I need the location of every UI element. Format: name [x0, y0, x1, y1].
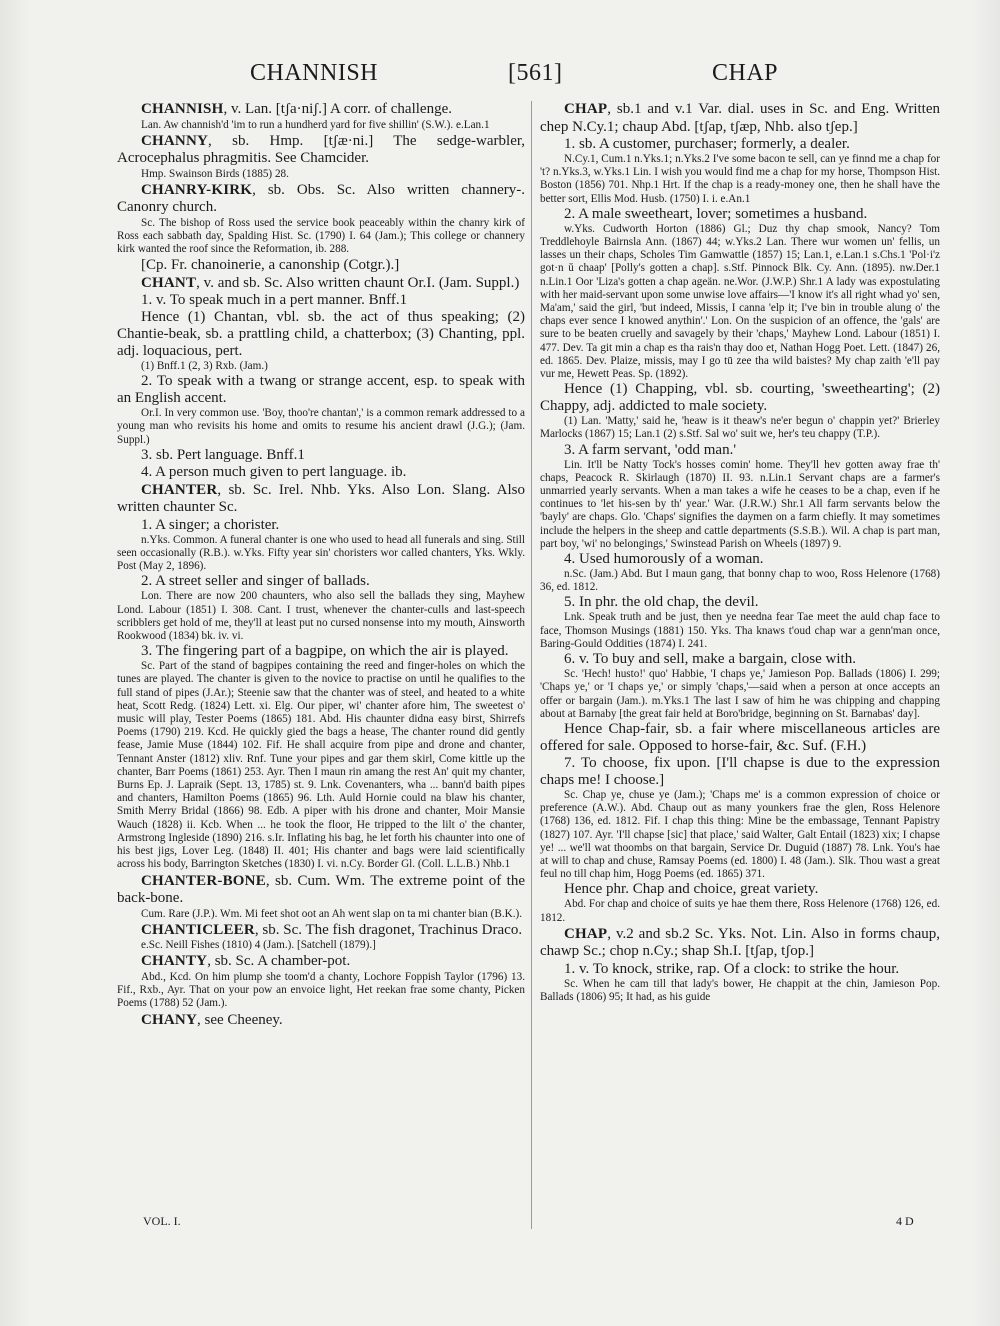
headword-entry: CHANRY-KIRK, sb. Obs. Sc. Also written channery-. Canonry church. [117, 181, 525, 216]
headword: CHANTER [141, 481, 218, 498]
running-header [100, 60, 935, 94]
quotation-entry: Sc. 'Hech! husto!' quo' Habbie, 'I chaps ye,' Jamieson Pop. Ballads (1806) I. 299; 'Chaps ye,' or 'I chaps ye,' or simply 'chaps,'—said when a person at once accepts an offer or bargain (Jam.). m.Yks.1 The last I saw of him he was chipping and chapping about at Barnaby [the great fair held at Boro'bridge, beginning on St. Barnabas' day]. [540, 668, 940, 720]
headword: CHANY [141, 1011, 197, 1028]
quotation-entry: Lon. There are now 200 chaunters, who also sell the ballads they sing, Mayhew Lond. Labour (1851) I. 308. Cant. I trust, whenever the chanter-culls and last-speech scribblers get hold of me, they'll at least put no cursed nonsense into my mouth, Ainsworth Rookwood (1834) bk. iv. vi. [117, 590, 525, 643]
quotation-entry: n.Yks. Common. A funeral chanter is one who used to head all funerals and sing. Still seen occasionally (R.B.). w.Yks. Fifty year sin' choristers wor called chanters, Yks. Wkly. Post (May 2, 1896). [117, 533, 525, 573]
quotation-entry: e.Sc. Neill Fishes (1810) 4 (Jam.). [Satchell (1879).] [141, 939, 376, 952]
headword: CHANRY-KIRK [141, 181, 253, 198]
sense-entry: 2. A male sweetheart, lover; sometimes a husband. [564, 205, 868, 222]
headword-entry: CHAP, sb.1 and v.1 Var. dial. uses in Sc. and Eng. Written chep N.Cy.1; chaup Abd. [tʃap, tʃæp, Nhb. also tʃep.] [540, 101, 940, 135]
quotation-entry: Lin. It'll be Natty Tock's hosses comin' home. They'll hev gotten away frae th' chaps, Peacock R. Skirlaugh (1870) II. 93. n.Lin.1 Servant chaps are a farmer's unmarried yearly servants. When a man takes a wife he ceases to be a chap, even if he continues to 'let his-sen by th' year.' War. (J.R.W.) Shr.1 All farm servants below the 'bayly' are chaps. Glo. 'Chaps' signifies the daymen on a farm chiefly. It may sometimes include the helpers in the sheep and cattle departments (S.S.B.). Wil. A chap is part man, part boy, 'wi' no belongings,' Swinstead Parish on Wheels (1897) 9. [540, 458, 940, 550]
headword: CHANNY [141, 132, 209, 149]
headword: CHAP [564, 101, 608, 117]
left-column [117, 100, 525, 1029]
quotation-entry: Lan. Aw channish'd 'im to run a hundherd yard for five shillin' (S.W.). e.Lan.1 [141, 118, 490, 131]
quotation-entry: Sc. Part of the stand of bagpipes containing the reed and finger-holes on which the tunes are played. The chanter is given to the novice to practise on until he qualifies to the full stand of pipes (J.Ar.); Steenie saw that the chanter was of steel, and heated to a white heat, Scott Redg. (1824) Lett. xi. Elg. Our piper, wi' chanter afore him, The sweetest o' music will play, Tester Poems (1865) 181. Abd. His chaunter didna easy birst, Shirrefs Poems (1790) 219. Kcd. He quickly gied the bags a hease, The chanter round did gently fease, Jamie Muse (1844) 102. Fif. He shall acquire from pipe and drone and chanter, Tennant Anster (1812) xliv. Rnf. Tune your pipes and gar them skirl, Come kittle up the chanter, Barr Poems (1861) 253. Ayr. Then I maun rin amang the rest An' quit my chanter, Burns Ep. J. Lapraik (Sept. 13, 1785) st. 9. Lnk. Covenanters, wha ... bann'd baith pipes and chanters, Hamilton Poems (1865) 96. Lth. Auld Hornie could na blaw his chanter, Smith Merry Bridal (1866) 98. Edb. A piper with his drone and chanter, Moir Mansie Wauch (1828) ii. Kcb. When ... he took the floor, He tripped to the lilt o' the chanter, Armstrong Ingleside (1890) 216. s.Ir. Inflating his bag, he let forth his chaunter into one of his best jigs, Lover Leg. (1848) II. 401; His chanter and bags were laid scientifically across his body, Barrington Sketches (1830) I. vi. n.Cy. Border Gl. (Coll. L.L.B.) Nhb.1 [117, 660, 525, 871]
sense-entry: 1. A singer; a chorister. [141, 516, 280, 533]
sense-entry: 5. In phr. the old chap, the devil. [564, 594, 759, 611]
headword-entry: CHANTY, sb. Sc. A chamber-pot. [141, 953, 351, 970]
volume-label: VOL. I. [143, 1214, 181, 1228]
signature-mark: 4 D [896, 1214, 914, 1228]
quotation-entry: n.Sc. (Jam.) Abd. But I maun gang, that bonny chap to woo, Ross Helenore (1768) 36, ed. 1812. [540, 568, 940, 594]
page-number: [561] [508, 60, 563, 86]
headword-entry: CHANT, v. and sb. Sc. Also written chaunt Or.I. (Jam. Suppl.) [141, 274, 520, 291]
headword: CHANNISH [141, 101, 224, 117]
quotation-entry: Sc. Chap ye, chuse ye (Jam.); 'Chaps me' is a common expression of choice or preference (A.W.). Abd. Chaup out as many younkers frae the glen, Ross Helenore (1768) 136, ed. 1812. Fif. I chap this thing: Mine be the embassage, Tennant Papistry (1827) 107. Ayr. 'I'll chapse [sic] that place,' said Walter, Galt Entail (1823) xix; I chapse ye! ... we'll wat thoombs on that bargain, Service Dr. Duguid (1887) 78. Lnk. You's hae at will to chap and chuse, Ramsay Poems (ed. 1800) I. 48 (Jam.). Slk. Thou wast a great feul no till chap him, Hogg Poems (ed. 1865) 371. [540, 788, 940, 881]
headword-entry: CHANNISH, v. Lan. [tʃa·niʃ.] A corr. of challenge. [141, 101, 452, 117]
headword: CHANTICLEER [141, 921, 255, 938]
quotation-entry: (1) Lan. 'Matty,' said he, 'heaw is it theaw's ne'er begun o' chappin yet?' Brierley Marlocks (1867) 15; Lan.1 (2) s.Stf. Sal wo' suit we, her's teu chappy (T.P.). [540, 415, 940, 441]
sense-entry: 2. A street seller and singer of ballads. [141, 573, 370, 590]
sense-entry: 1. v. To speak much in a pert manner. Bnff.1 [141, 292, 408, 309]
sense-entry: 1. v. To knock, strike, rap. Of a clock: to strike the hour. [564, 960, 900, 977]
headword: CHANTER-BONE [141, 872, 266, 889]
quotation-entry: Hmp. Swainson Birds (1885) 28. [141, 167, 289, 180]
sense-entry: 3. A farm servant, 'odd man.' [564, 441, 737, 458]
sense-entry: 2. To speak with a twang or strange accent, esp. to speak with an English accent. [117, 373, 525, 407]
sense-entry: Hence phr. Chap and choice, great variety. [564, 881, 819, 898]
headword: CHANTY [141, 953, 208, 970]
quotation-entry: w.Yks. Cudworth Horton (1886) Gl.; Duz thy chap smook, Nancy? Tom Treddlehoyle Bairnsla Ann. (1867) 44; w.Yks.2 Lan. There wur women un' fellis, un lasses un their chaps, Scholes Tim Gamwattle (1857) 15; Lan.1, e.Lan.1 s.Chs.1 'Pol·i'z got·n ŭ chaap' [Polly's gotten a chap]. s.Stf. Pinnock Blk. Cy. Ann. (1895). nw.Der.1 n.Lin.1 Oor 'Liza's gotten a chap ageän. ne.Wor. (J.W.P.) Shr.1 A lady was expostulating with her maid-servant upon some unwise love affairs—'I know it's all right whad yo' sen, Ma'am,' said the girl, 'but indeed, Missis, I canna 'elp it; I've bin in trouble alung o' the chaps ever sence I knowed anythin'.' Lon. On the suspicion of an offence, the 'gals' are sure to be beaten cruelly and savagely by their 'chaps,' Mayhew Lond. Labour (1851) I. 477. Dev. Ta git min a chap es tha rais'n thay doo et, Nathan Hogg Poet. Lett. (1847) 26, ed. 1865. Dev. Plaize, missis, may I go tū zee tha wild baistes? My chap zaith 'e'll pay vur me, Hewett Peas. Sp. (1892). [540, 222, 940, 381]
headword-entry: CHANTER-BONE, sb. Cum. Wm. The extreme point of the back-bone. [117, 872, 525, 906]
quotation-entry: Sc. When he cam till that lady's bower, He chappit at the chin, Jamieson Pop. Ballads (1806) 95; It had, as his guide [540, 977, 940, 1003]
sense-entry: 1. sb. A customer, purchaser; formerly, a dealer. [564, 136, 850, 152]
quotation-entry: Or.I. In very common use. 'Boy, thoo're chantan',' is a common remark addressed to a young man who revisits his home and omits to resume his ancient drawl (J.G.); (Jam. Suppl.) [117, 407, 525, 446]
quotation-entry: Sc. The bishop of Ross used the service book peaceably within the chanry kirk of Ross each sabbath day, Spalding Hist. Sc. (1790) I. 64 (Jam.); This college or channery kirk wanted the roof since the Reformation, ib. 288. [117, 216, 525, 256]
quotation-entry: Abd. For chap and choice of suits ye hae them there, Ross Helenore (1768) 126, ed. 1812. [540, 898, 940, 924]
sense-entry: 3. sb. Pert language. Bnff.1 [141, 446, 305, 463]
sense-entry: 4. A person much given to pert language. ib. [141, 463, 407, 480]
quotation-entry: N.Cy.1, Cum.1 n.Yks.1; n.Yks.2 I've some bacon te sell, can ye finnd me a chap for 't? n.Yks.3, w.Yks.1 Lin. I wish you would find me a chap for my horse, Thompson Hist. Boston (1856) 701. Nhp.1 Hrt. If the chap is a ready-money one, then he shall have the better sort, Ellis Mod. Husb. (1750) I. i. e.An.1 [540, 153, 940, 205]
sense-entry: 7. To choose, fix upon. [I'll chapse is due to the expression chaps me! I choose.] [540, 754, 940, 788]
sense-entry: [Cp. Fr. chanoinerie, a canonship (Cotgr.).] [141, 256, 400, 273]
headword: CHANT [141, 274, 197, 291]
header-right-word: CHAP [712, 60, 779, 86]
sense-entry: Hence (1) Chantan, vbl. sb. the act of thus speaking; (2) Chantie-beak, sb. a prattling child, a chatterbox; (3) Chanting, ppl. adj. loquacious, pert. [117, 309, 525, 360]
sense-entry: Hence Chap-fair, sb. a fair where miscellaneous articles are offered for sale. Opposed to horse-fair, &c. Suf. (F.H.) [540, 720, 940, 754]
headword-entry: CHANY, see Cheeney. [141, 1011, 283, 1028]
headword: CHAP [564, 925, 608, 942]
column-divider [531, 101, 532, 1229]
sense-entry: 6. v. To buy and sell, make a bargain, close with. [564, 651, 856, 668]
sense-entry: 4. Used humorously of a woman. [564, 551, 764, 568]
quotation-entry: Abd., Kcd. On him plump she toom'd a chanty, Lochore Foppish Taylor (1796) 13. Fif., Rxb., Ayr. That on your pow an envoice light, Het reekan frae some chanty, Picken Poems (1788) 52 (Jam.). [117, 970, 525, 1010]
right-column [540, 100, 940, 1004]
headword-entry: CHANTER, sb. Sc. Irel. Nhb. Yks. Also Lon. Slang. Also written chaunter Sc. [117, 481, 525, 516]
headword-entry: CHANNY, sb. Hmp. [tʃæ·ni.] The sedge-warbler, Acrocephalus phragmitis. See Chamcider. [117, 132, 525, 167]
header-left-word: CHANNISH [250, 60, 379, 86]
sense-entry: Hence (1) Chapping, vbl. sb. courting, 'sweethearting'; (2) Chappy, adj. addicted to male society. [540, 381, 940, 415]
headword-entry: CHAP, v.2 and sb.2 Sc. Yks. Not. Lin. Also in forms chaup, chawp Sc.; chop n.Cy.; shap Sh.I. [tʃap, tʃop.] [540, 925, 940, 960]
headword-entry: CHANTICLEER, sb. Sc. The fish dragonet, Trachinus Draco. [141, 921, 523, 938]
sense-entry: 3. The fingering part of a bagpipe, on which the air is played. [141, 643, 509, 660]
quotation-entry: (1) Bnff.1 (2, 3) Rxb. (Jam.) [141, 360, 268, 373]
quotation-entry: Cum. Rare (J.P.). Wm. Mi feet shot oot an Ah went slap on ta mi chanter bian (B.K.). [141, 907, 523, 920]
quotation-entry: Lnk. Speak truth and be just, then ye needna fear Tae meet the auld chap face to face, Thomson Musings (1881) 150. Yks. Tha knaws t'oud chap war a genn'man once, Baring-Gould Oddities (1874) I. 241. [540, 611, 940, 650]
